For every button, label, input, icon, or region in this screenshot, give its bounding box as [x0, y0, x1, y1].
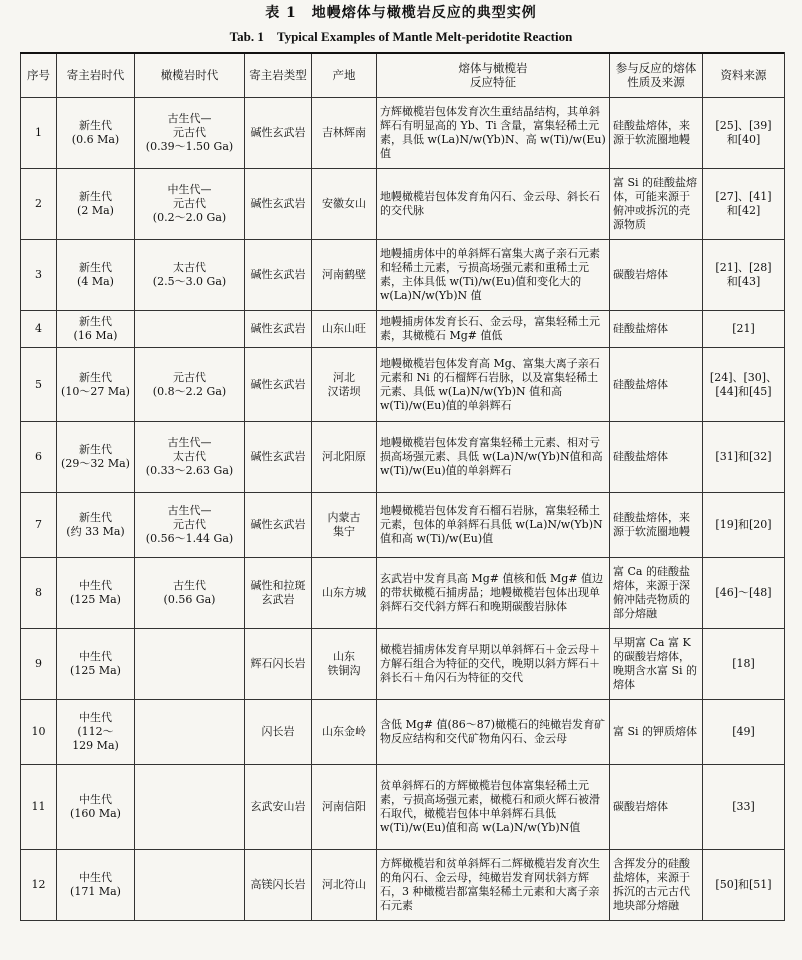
cell-row-no: 7	[21, 493, 57, 558]
cell-melt-source: 硅酸盐熔体	[610, 311, 703, 348]
cell-refs: [21]、[28] 和[43]	[703, 240, 785, 311]
cell-peridotite-age: 中生代— 元古代 (0.2～2.0 Ga)	[135, 169, 245, 240]
cell-host-age: 中生代 (160 Ma)	[57, 765, 135, 850]
cell-host-type: 玄武安山岩	[245, 765, 312, 850]
table-row	[21, 765, 785, 850]
cell-host-age: 新生代 (10～27 Ma)	[57, 348, 135, 422]
cell-refs: [18]	[703, 629, 785, 700]
cell-host-age: 中生代 (171 Ma)	[57, 850, 135, 921]
cell-locality: 安徽女山	[312, 169, 377, 240]
cell-locality: 内蒙古 集宁	[312, 493, 377, 558]
cell-melt-source: 硅酸盐熔体，来源于软流圈地幔	[610, 98, 703, 169]
cell-locality: 山东方城	[312, 558, 377, 629]
cell-host-type: 高镁闪长岩	[245, 850, 312, 921]
cell-host-age: 中生代 (125 Ma)	[57, 629, 135, 700]
cell-melt-source: 硅酸盐熔体，来源于软流圈地幔	[610, 493, 703, 558]
header-host-age: 寄主岩时代	[57, 53, 135, 98]
cell-host-type: 碱性和拉斑 玄武岩	[245, 558, 312, 629]
cell-features: 地幔橄榄岩包体发育富集轻稀土元素、相对亏损高场强元素、具低 w(La)N/w(Yb)N值和高 w(Ti)/w(Eu)值的单斜辉石	[377, 422, 610, 493]
cell-features: 玄武岩中发育具高 Mg# 值核和低 Mg# 值边的带状橄榄石捕虏晶；地幔橄榄岩包体出现单斜辉石交代斜方辉石和晚期碳酸岩脉体	[377, 558, 610, 629]
cell-features: 橄榄岩捕虏体发育早期以单斜辉石＋金云母＋方解石组合为特征的交代，晚期以斜方辉石＋斜长石＋角闪石为特征的交代	[377, 629, 610, 700]
cell-host-type: 碱性玄武岩	[245, 311, 312, 348]
cell-features: 地幔橄榄岩包体发育高 Mg、富集大离子亲石元素和 Ni 的石榴辉石岩脉，以及富集轻稀土元素、具低 w(La)N/w(Yb)N 值和高 w(Ti)/w(Eu)值的单斜辉石	[377, 348, 610, 422]
cell-row-no: 5	[21, 348, 57, 422]
cell-locality: 吉林辉南	[312, 98, 377, 169]
cell-features: 地幔捕虏体中的单斜辉石富集大离子亲石元素和轻稀土元素，亏损高场强元素和重稀土元素，主体具低 w(Ti)/w(Eu)值和变化大的 w(La)N/w(Yb)N 值	[377, 240, 610, 311]
table-row	[21, 348, 785, 422]
cell-refs: [19]和[20]	[703, 493, 785, 558]
cell-features: 地幔橄榄岩包体发育角闪石、金云母、斜长石的交代脉	[377, 169, 610, 240]
cell-host-age: 新生代 (16 Ma)	[57, 311, 135, 348]
cell-host-age: 新生代 (29～32 Ma)	[57, 422, 135, 493]
cell-melt-source: 富 Si 的钾质熔体	[610, 700, 703, 765]
cell-host-age: 中生代 (112～ 129 Ma)	[57, 700, 135, 765]
table-title-cn: 表 1 地幔熔体与橄榄岩反应的典型实例	[265, 5, 537, 21]
cell-host-type: 闪长岩	[245, 700, 312, 765]
cell-peridotite-age	[135, 765, 245, 850]
cell-row-no: 12	[21, 850, 57, 921]
table-row	[21, 850, 785, 921]
cell-peridotite-age: 元古代 (0.8～2.2 Ga)	[135, 348, 245, 422]
cell-melt-source: 早期富 Ca 富 K 的碳酸岩熔体，晚期含水富 Si 的熔体	[610, 629, 703, 700]
table-title-en: Tab. 1 Typical Examples of Mantle Melt-peridotite Reaction	[229, 29, 573, 44]
cell-row-no: 3	[21, 240, 57, 311]
cell-refs: [49]	[703, 700, 785, 765]
table-row	[21, 493, 785, 558]
header-peridotite-age: 橄榄岩时代	[135, 53, 245, 98]
cell-locality: 河北 汉诺坝	[312, 348, 377, 422]
cell-host-type: 碱性玄武岩	[245, 98, 312, 169]
cell-refs: [27]、[41] 和[42]	[703, 169, 785, 240]
cell-host-age: 新生代 (4 Ma)	[57, 240, 135, 311]
cell-melt-source: 碳酸岩熔体	[610, 240, 703, 311]
cell-locality: 河北阳原	[312, 422, 377, 493]
cell-features: 方辉橄榄岩和贫单斜辉石二辉橄榄岩发育次生的角闪石、金云母，纯橄岩发育网状斜方辉石，3 种橄榄岩都富集轻稀土元素和大离子亲石元素	[377, 850, 610, 921]
cell-locality: 山东金岭	[312, 700, 377, 765]
header-row	[21, 53, 785, 98]
cell-melt-source: 碳酸岩熔体	[610, 765, 703, 850]
header-host-type: 寄主岩类型	[245, 53, 312, 98]
cell-row-no: 8	[21, 558, 57, 629]
cell-row-no: 11	[21, 765, 57, 850]
table-row	[21, 169, 785, 240]
cell-peridotite-age	[135, 850, 245, 921]
cell-peridotite-age	[135, 700, 245, 765]
cell-locality: 河南信阳	[312, 765, 377, 850]
cell-melt-source: 富 Si 的硅酸盐熔体，可能来源于俯冲或拆沉的壳源物质	[610, 169, 703, 240]
reaction-table	[20, 52, 785, 921]
cell-peridotite-age	[135, 311, 245, 348]
cell-refs: [33]	[703, 765, 785, 850]
table-row	[21, 311, 785, 348]
cell-row-no: 10	[21, 700, 57, 765]
table-row	[21, 700, 785, 765]
header-refs: 资料来源	[703, 53, 785, 98]
table-row	[21, 422, 785, 493]
cell-row-no: 9	[21, 629, 57, 700]
cell-host-age: 新生代 (0.6 Ma)	[57, 98, 135, 169]
cell-melt-source: 硅酸盐熔体	[610, 422, 703, 493]
cell-host-type: 辉石闪长岩	[245, 629, 312, 700]
header-features: 熔体与橄榄岩 反应特征	[377, 53, 610, 98]
cell-row-no: 4	[21, 311, 57, 348]
cell-row-no: 1	[21, 98, 57, 169]
cell-host-age: 新生代 (2 Ma)	[57, 169, 135, 240]
table-row	[21, 558, 785, 629]
cell-peridotite-age: 古生代 (0.56 Ga)	[135, 558, 245, 629]
cell-features: 方辉橄榄岩包体发育次生重结晶结构，其单斜辉石有明显高的 Yb、Ti 含量，富集轻稀土元素，具低 w(La)N/w(Yb)N、高 w(Ti)/w(Eu)值	[377, 98, 610, 169]
cell-refs: [21]	[703, 311, 785, 348]
cell-features: 含低 Mg# 值(86～87)橄榄石的纯橄岩发育矿物反应结构和交代矿物角闪石、金云母	[377, 700, 610, 765]
header-melt-source: 参与反应的熔体 性质及来源	[610, 53, 703, 98]
cell-melt-source: 含挥发分的硅酸盐熔体，来源于拆沉的古元古代地块部分熔融	[610, 850, 703, 921]
header-no: 序号	[21, 53, 57, 98]
cell-melt-source: 硅酸盐熔体	[610, 348, 703, 422]
cell-melt-source: 富 Ca 的硅酸盐熔体，来源于深俯冲陆壳物质的部分熔融	[610, 558, 703, 629]
cell-row-no: 2	[21, 169, 57, 240]
cell-refs: [31]和[32]	[703, 422, 785, 493]
table-row	[21, 629, 785, 700]
cell-peridotite-age	[135, 629, 245, 700]
cell-refs: [24]、[30]、 [44]和[45]	[703, 348, 785, 422]
table-row	[21, 240, 785, 311]
cell-host-age: 中生代 (125 Ma)	[57, 558, 135, 629]
cell-host-age: 新生代 (约 33 Ma)	[57, 493, 135, 558]
cell-peridotite-age: 太古代 (2.5～3.0 Ga)	[135, 240, 245, 311]
cell-host-type: 碱性玄武岩	[245, 422, 312, 493]
cell-refs: [50]和[51]	[703, 850, 785, 921]
cell-features: 地幔橄榄岩包体发育石榴石岩脉，富集轻稀土元素，包体的单斜辉石具低 w(La)N/w(Yb)N 值和高 w(Ti)/w(Eu)值	[377, 493, 610, 558]
header-locality: 产地	[312, 53, 377, 98]
cell-refs: [46]～[48]	[703, 558, 785, 629]
cell-row-no: 6	[21, 422, 57, 493]
cell-features: 地幔捕虏体发育长石、金云母，富集轻稀土元素，其橄榄石 Mg# 值低	[377, 311, 610, 348]
cell-host-type: 碱性玄武岩	[245, 348, 312, 422]
cell-refs: [25]、[39] 和[40]	[703, 98, 785, 169]
cell-locality: 山东 铁铜沟	[312, 629, 377, 700]
table-row	[21, 98, 785, 169]
cell-peridotite-age: 古生代— 太古代 (0.33～2.63 Ga)	[135, 422, 245, 493]
cell-features: 贫单斜辉石的方辉橄榄岩包体富集轻稀土元素，亏损高场强元素，橄榄石和顽火辉石被滑石取代，橄榄岩包体中单斜辉石具低 w(Ti)/w(Eu)值和高 w(La)N/w(Yb)N值	[377, 765, 610, 850]
cell-host-type: 碱性玄武岩	[245, 169, 312, 240]
cell-locality: 山东山旺	[312, 311, 377, 348]
cell-locality: 河南鹤壁	[312, 240, 377, 311]
cell-host-type: 碱性玄武岩	[245, 240, 312, 311]
cell-peridotite-age: 古生代— 元古代 (0.39～1.50 Ga)	[135, 98, 245, 169]
cell-locality: 河北符山	[312, 850, 377, 921]
cell-peridotite-age: 古生代— 元古代 (0.56～1.44 Ga)	[135, 493, 245, 558]
cell-host-type: 碱性玄武岩	[245, 493, 312, 558]
